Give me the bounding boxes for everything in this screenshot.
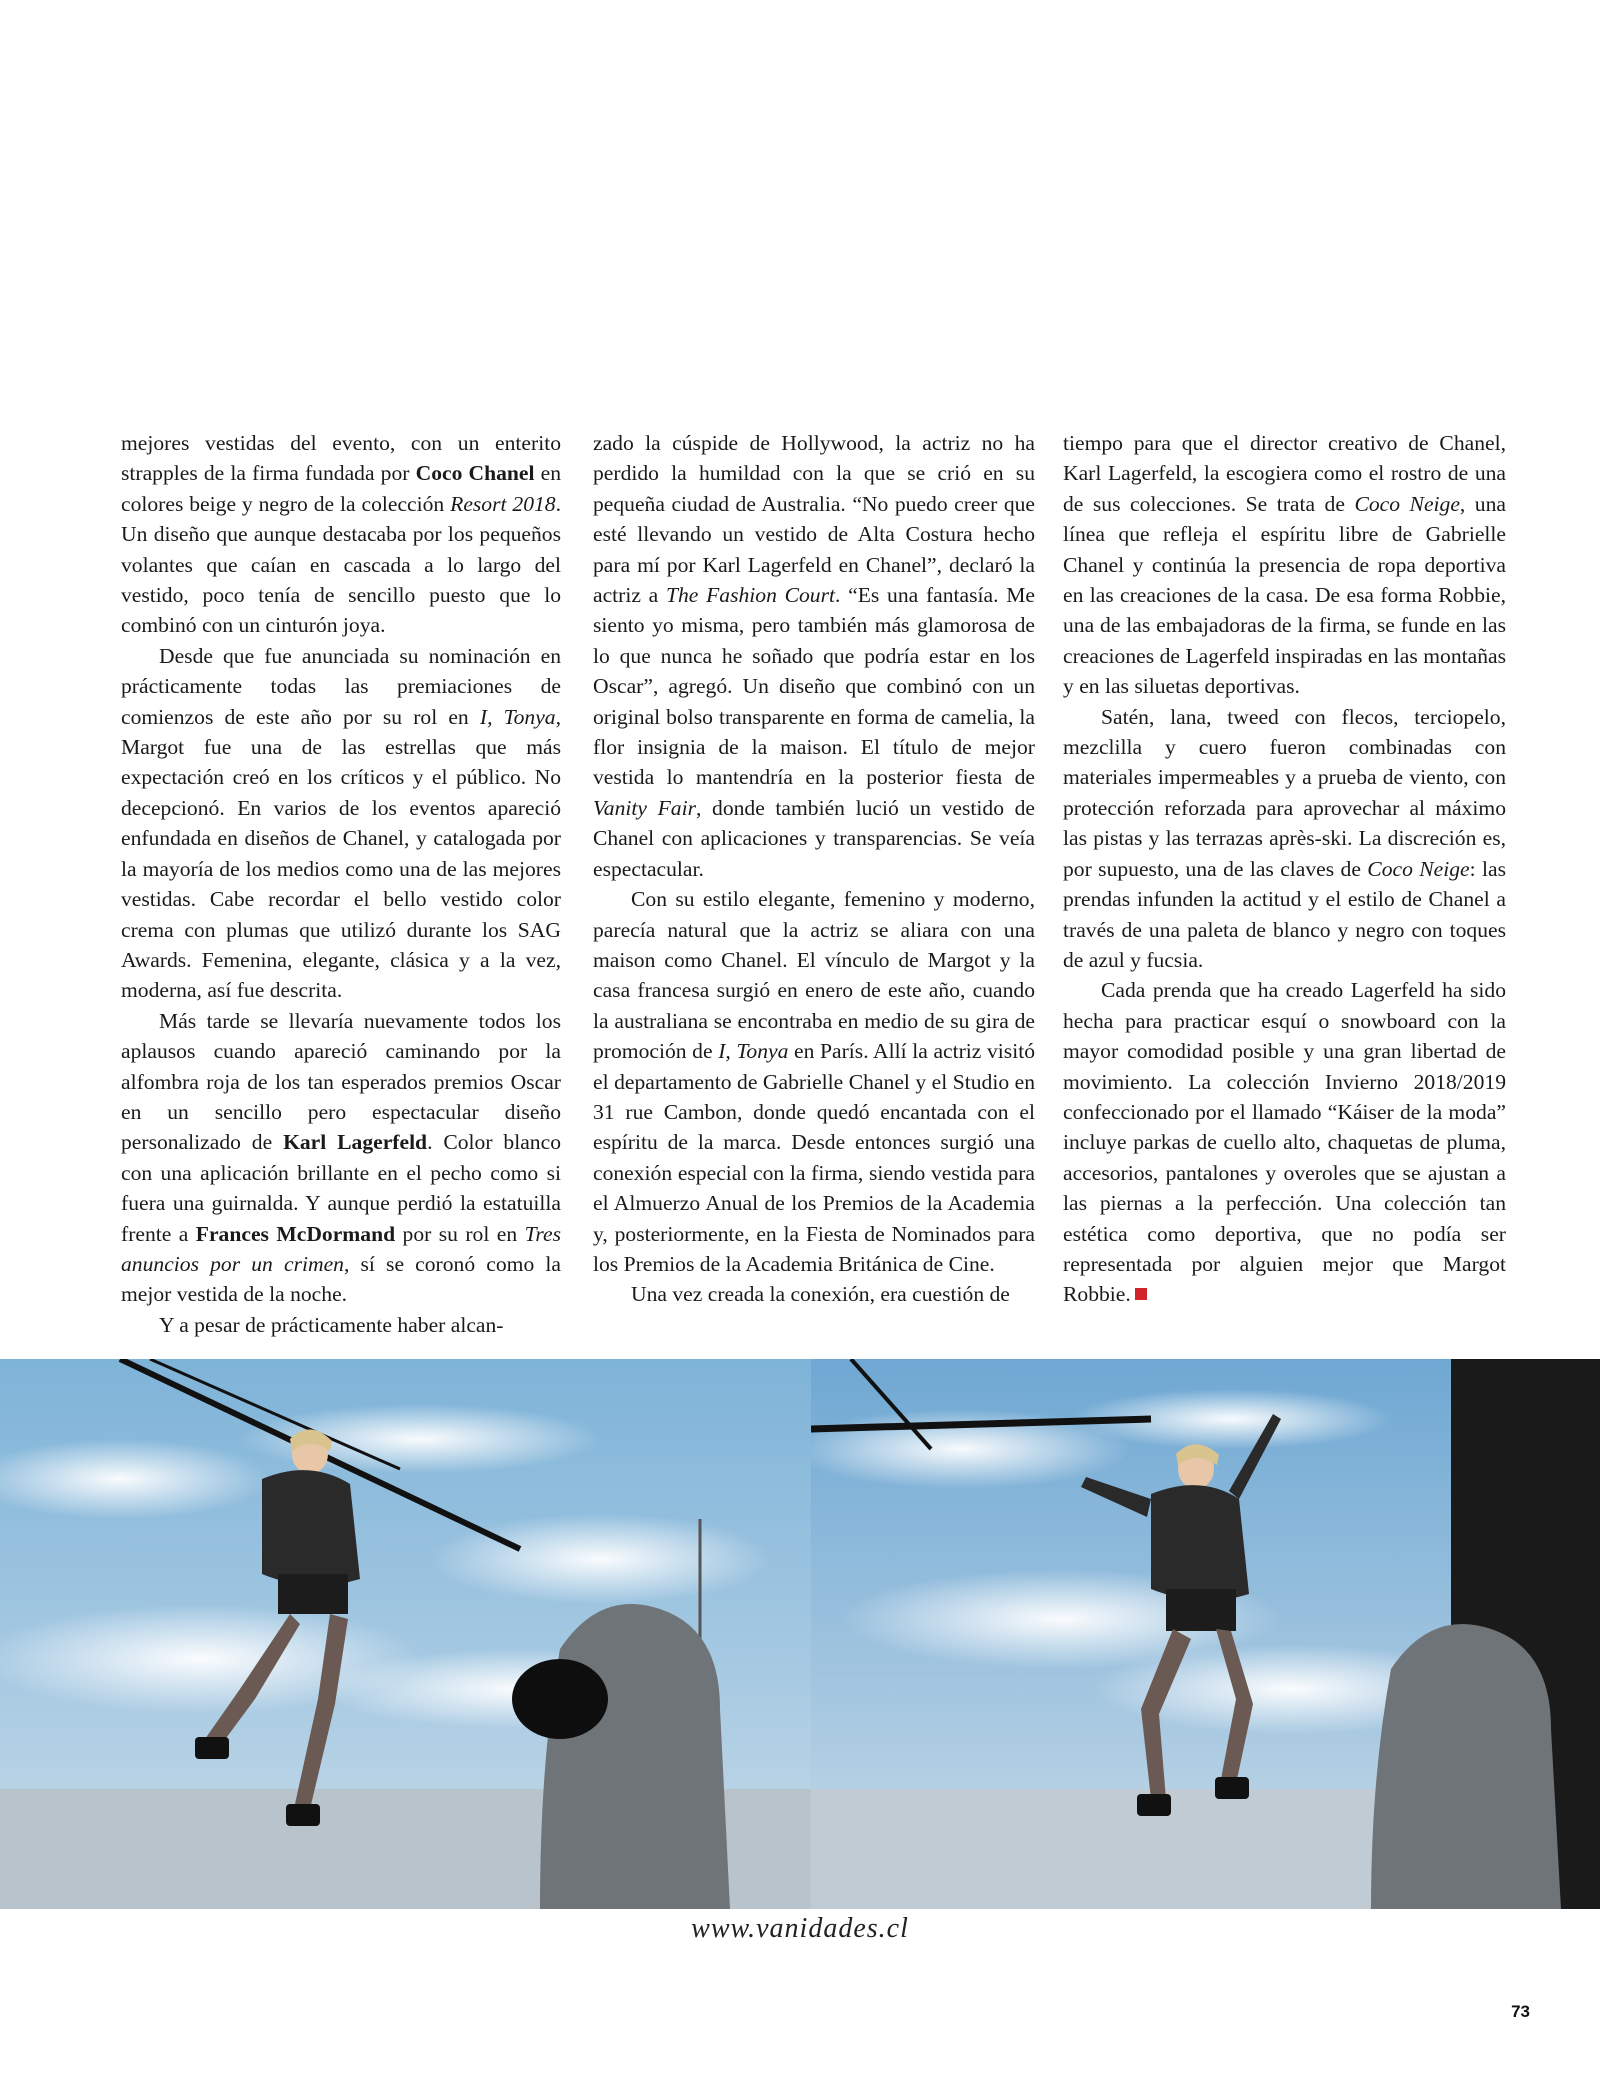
emphasis-name: Karl Lagerfeld xyxy=(283,1130,428,1155)
end-of-article-mark xyxy=(1135,1288,1147,1300)
paragraph: mejores vestidas del evento, con un enterito strapples de la firma fundada por Coco Chanel en colores beige y negro de la colección Resort 2018. Un diseño que aunque destacaba por los pequeños volantes que caían en cascada a lo largo del vestido, poco tenía de sencillo puesto que lo combinó con un cinturón joya. xyxy=(121,431,562,638)
paragraph: Cada prenda que ha creado Lagerfeld ha sido hecha para practicar esquí o snowboard con la mayor comodidad posible y una gran libertad de movimiento. La colección Invierno 2018/2019 confeccionado por el llamado “Káiser de la moda” incluye parkas de cuello alto, chaquetas de pluma, accesorios, pantalones y overoles que se ajustan a las piernas a la perfección. Una colección tan estética como deportiva, que no podía ser representada por alguien mejor que Margot Robbie. xyxy=(1063,978,1506,1307)
paragraph: Satén, lana, tweed con flecos, terciopelo, mezclilla y cuero fueron combinadas con materiales impermeables y a prueba de viento, con protección reforzada para aprovechar al máximo las pistas y las terrazas après-ski. La discreción es, por supuesto, una de las claves de Coco Neige: las prendas infunden la actitud y el estilo de Chanel a través de una paleta de blanco y negro con toques de azul y fucsia. xyxy=(1063,704,1506,972)
emphasis-title: Resort 2018 xyxy=(450,491,556,516)
emphasis-title: Vanity Fair xyxy=(593,795,696,820)
text-column-3 xyxy=(1063,428,1506,1310)
photo-spread xyxy=(0,1359,1600,1909)
text-column-2 xyxy=(593,428,1035,1310)
paragraph-continued: tiempo para que el director creativo de Chanel, Karl Lagerfeld, la escogiera como el rostro de una de sus colecciones. Se trata de Coco Neige, una línea que refleja el espíritu libre de Gabrielle Chanel y continúa la presencia de ropa deportiva en las creaciones de la casa. De esa forma Robbie, una de las embajadoras de la firma, se funde en las creaciones de Lagerfeld inspiradas en las montañas y en las siluetas deportivas. xyxy=(1063,431,1506,699)
emphasis-title: Coco Neige xyxy=(1354,491,1460,516)
paragraph-start: Y a pesar de prácticamente haber alcan- xyxy=(159,1312,504,1337)
paragraph: Con su estilo elegante, femenino y moderno, parecía natural que la actriz se aliara con una maison como Chanel. El vínculo de Margot y la casa francesa surgió en enero de este año, cuando la australiana se encontraba en medio de su gira de promoción de I, Tonya en París. Allí la actriz visitó el departamento de Gabrielle Chanel y el Studio en 31 rue Cambon, donde quedó encantada con el espíritu de la marca. Desde entonces surgió una conexión especial con la firma, siendo vestida para el Almuerzo Anual de los Premios de la Academia y, posteriormente, en la Fiesta de Nominados para los Premios de la Academia Británica de Cine. xyxy=(593,887,1036,1276)
emphasis-title: I, Tonya xyxy=(479,704,556,729)
emphasis-name: Frances McDormand xyxy=(195,1221,396,1246)
photo-shoot-image-left xyxy=(0,1359,811,1909)
emphasis-title: The Fashion Court xyxy=(665,583,836,608)
page-number: 73 xyxy=(1511,2002,1530,2021)
text-column-1 xyxy=(121,428,561,1340)
emphasis-title: Tres anuncios por un crimen xyxy=(121,1221,561,1276)
paragraph-start: Una vez creada la conexión, era cuestión de xyxy=(631,1282,1010,1307)
emphasis-name: Coco Chanel xyxy=(415,461,535,486)
paragraph: Desde que fue anunciada su nominación en prácticamente todas las premiaciones de comienzos de este año por su rol en I, Tonya, Margot fue una de las estrellas que más expectación creó en los críticos y el público. No decepcionó. En varios de los eventos apareció enfundada en diseños de Chanel, y catalogada por la mayoría de los medios como una de las mejores vestidas. Cabe recordar el bello vestido color crema con plumas que utilizó durante los SAG Awards. Femenina, elegante, clásica y a la vez, moderna, así fue descrita. xyxy=(121,643,562,1003)
paragraph-continued: zado la cúspide de Hollywood, la actriz no ha perdido la humildad con la que se crió en su pequeña ciudad de Australia. “No puedo creer que esté llevando un vestido de Alta Costura hecho para mí por Karl Lagerfeld en Chanel”, declaró la actriz a The Fashion Court. “Es una fantasía. Me siento yo misma, pero también más glamorosa de lo que nunca he soñado que podría estar en los Oscar”, agregó. Un diseño que combinó con un original bolso transparente en forma de camelia, la flor insignia de la maison. El título de mejor vestida lo mantendría en la posterior fiesta de Vanity Fair, donde también lució un vestido de Chanel con aplicaciones y transparencias. Se veía espectacular. xyxy=(593,431,1036,881)
paragraph: Más tarde se llevaría nuevamente todos los aplausos cuando apareció caminando por la alfombra roja de los tan esperados premios Oscar en un sencillo pero espectacular diseño personalizado de Karl Lagerfeld. Color blanco con una aplicación brillante en el pecho como si fuera una guirnalda. Y aunque perdió la estatuilla frente a Frances McDormand por su rol en Tres anuncios por un crimen, sí se coronó como la mejor vestida de la noche. xyxy=(121,1008,561,1307)
footer-website-url: www.vanidades.cl xyxy=(691,1913,909,1944)
emphasis-title: Coco Neige xyxy=(1367,856,1470,881)
emphasis-title: I, Tonya xyxy=(718,1039,789,1064)
photo-shoot-image-right xyxy=(811,1359,1600,1909)
